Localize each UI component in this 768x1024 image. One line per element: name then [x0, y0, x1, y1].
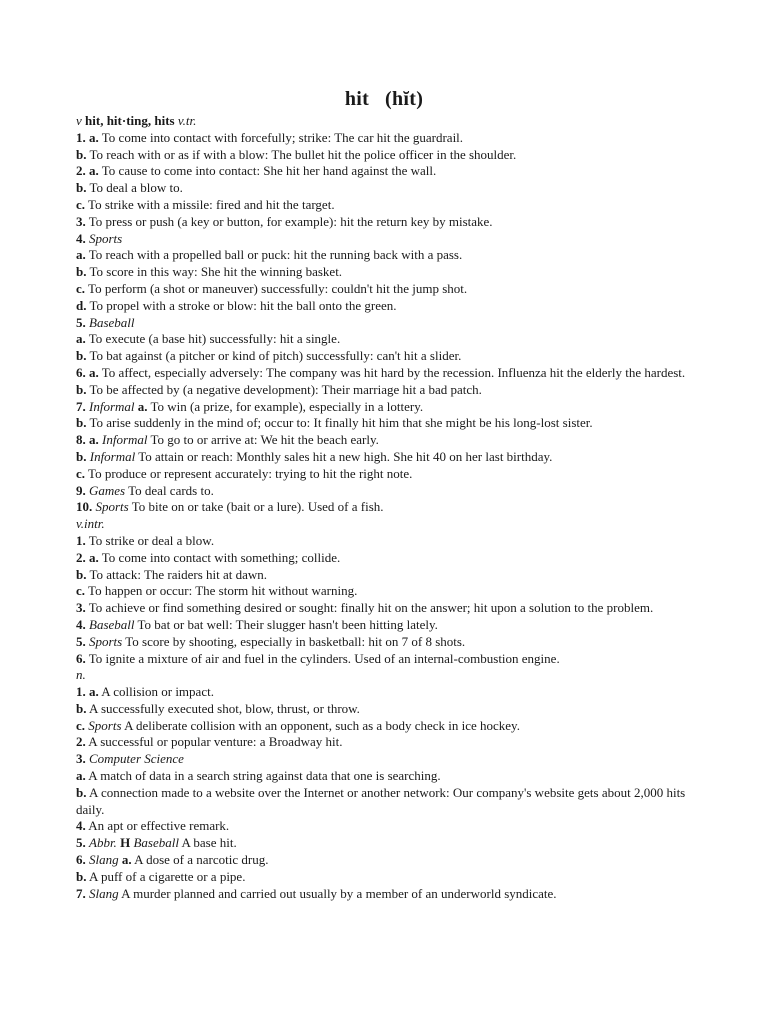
sense-number: a.	[76, 768, 86, 784]
definition-line	[76, 483, 690, 500]
usage-label: Sports	[89, 230, 123, 246]
definition-line	[76, 684, 690, 701]
definition-line	[76, 751, 690, 768]
definition-text: To reach with a propelled ball or puck: hit the running back with a pass.	[88, 247, 463, 263]
sense-number: 3.	[76, 213, 86, 229]
definition-line	[76, 533, 690, 550]
subsense-letter: a.	[137, 398, 148, 414]
sense-number: 8.	[76, 432, 86, 448]
definition-line	[76, 348, 690, 365]
definition-line	[76, 298, 690, 315]
sense-number: 9.	[76, 482, 86, 498]
definition-text: To score in this way: She hit the winning basket.	[89, 264, 343, 280]
definition-line	[76, 147, 690, 164]
sense-number: d.	[76, 297, 87, 313]
headword-title	[0, 88, 768, 111]
sense-number: c.	[76, 717, 86, 733]
usage-label: Games	[89, 482, 126, 498]
definition-text: A deliberate collision with an opponent, such as a body check in ice hockey.	[124, 717, 520, 733]
sense-number: 5.	[76, 633, 86, 649]
definition-text: To strike or deal a blow.	[88, 532, 215, 548]
definition-line	[76, 667, 690, 684]
definition-text: To bat against (a pitcher or kind of pitch) successfully: can't hit a slider.	[89, 348, 462, 364]
sense-number: b.	[76, 784, 87, 800]
definition-line	[76, 264, 690, 281]
definition-text: To bite on or take (bait or a lure). Used of a fish.	[131, 499, 384, 515]
sense-number: 2.	[76, 549, 86, 565]
sense-number: 5.	[76, 314, 86, 330]
definition-text: To happen or occur: The storm hit without warning.	[88, 583, 358, 599]
definition-line	[76, 835, 690, 852]
definition-line	[76, 617, 690, 634]
sense-number: 10.	[76, 499, 93, 515]
usage-label: v	[76, 113, 82, 128]
sense-number: b.	[76, 348, 87, 364]
definition-text: To be affected by (a negative development): Their marriage hit a bad patch.	[89, 381, 482, 397]
definition-line	[76, 331, 690, 348]
sense-number: c.	[76, 583, 86, 599]
sense-number: 4.	[76, 230, 86, 246]
definition-text: To produce or represent accurately: trying to hit the right note.	[88, 465, 413, 481]
definition-text: To deal a blow to.	[89, 180, 183, 196]
definition-line	[76, 214, 690, 231]
sense-number: 6.	[76, 650, 86, 666]
definition-text: To go to or arrive at: We hit the beach early.	[150, 432, 379, 448]
definition-text: To affect, especially adversely: The company was hit hard by the recession. Influenza hit the elderly the hardest.	[101, 364, 686, 380]
definition-line	[76, 550, 690, 567]
usage-label: Baseball	[133, 835, 179, 851]
usage-label: Baseball	[89, 314, 135, 330]
definition-line	[76, 785, 690, 819]
usage-label: Slang	[89, 885, 119, 901]
definition-text: A puff of a cigarette or a pipe.	[89, 868, 246, 884]
sense-number: b.	[76, 868, 87, 884]
sense-number: b.	[76, 381, 87, 397]
definition-text: To reach with or as if with a blow: The bullet hit the police officer in the shoulder.	[89, 146, 517, 162]
definition-line	[76, 734, 690, 751]
definition-text: A successful or popular venture: a Broadway hit.	[88, 734, 343, 750]
usage-label: Abbr.	[89, 835, 117, 851]
sense-number: 4.	[76, 616, 86, 632]
sense-number: c.	[76, 280, 86, 296]
sense-number: 6.	[76, 364, 86, 380]
definition-text: To attain or reach: Monthly sales hit a new high. She hit 40 on her last birthday.	[138, 448, 553, 464]
subsense-letter: a.	[89, 364, 99, 380]
subsense-letter: a.	[89, 684, 99, 700]
subsense-letter: a.	[89, 549, 99, 565]
sense-number: 5.	[76, 835, 86, 851]
definition-line	[76, 818, 690, 835]
part-of-speech: v.tr.	[177, 113, 197, 128]
headword: hit	[344, 88, 370, 110]
definition-line	[76, 852, 690, 869]
sense-number: 2.	[76, 163, 86, 179]
definition-text: To strike with a missile: fired and hit the target.	[88, 196, 335, 212]
sense-number: b.	[76, 566, 87, 582]
definition-line	[76, 499, 690, 516]
definition-line	[76, 180, 690, 197]
usage-label: Informal	[102, 432, 148, 448]
definition-text: A murder planned and carried out usually by a member of an underworld syndicate.	[121, 885, 557, 901]
sense-number: 1.	[76, 129, 86, 145]
definition-line	[76, 886, 690, 903]
definition-line	[76, 466, 690, 483]
usage-label: v.intr.	[76, 516, 105, 532]
sense-number: 6.	[76, 852, 86, 868]
sense-number: b.	[76, 264, 87, 280]
subsense-letter: a.	[89, 163, 99, 179]
usage-label: Sports	[88, 717, 122, 733]
definition-line	[76, 600, 690, 617]
definition-text: A collision or impact.	[101, 684, 214, 700]
definition-line	[76, 567, 690, 584]
definition-line	[76, 583, 690, 600]
definition-line	[76, 516, 690, 533]
definition-line	[76, 113, 690, 130]
definition-line	[76, 399, 690, 416]
definition-line	[76, 415, 690, 432]
definition-line	[76, 869, 690, 886]
subsense-letter: a.	[121, 852, 132, 868]
definition-line	[76, 197, 690, 214]
sense-number: 3.	[76, 600, 86, 616]
definition-list	[76, 113, 690, 902]
definition-text: To arise suddenly in the mind of; occur to: It finally hit him that she might be his long-lost sister.	[89, 415, 593, 431]
usage-label: Informal	[89, 398, 135, 414]
definition-line	[76, 382, 690, 399]
definition-text: To deal cards to.	[128, 482, 214, 498]
definition-text: An apt or effective remark.	[88, 818, 230, 834]
definition-text: To bat or bat well: Their slugger hasn't been hitting lately.	[137, 616, 438, 632]
definition-line	[76, 315, 690, 332]
definition-line	[76, 231, 690, 248]
definition-text: A match of data in a search string against data that one is searching.	[88, 768, 441, 784]
definition-text: To perform (a shot or maneuver) successfully: couldn't hit the jump shot.	[88, 280, 468, 296]
definition-text: To attack: The raiders hit at dawn.	[89, 566, 268, 582]
sense-number: b.	[76, 146, 87, 162]
sense-number: a.	[76, 247, 86, 263]
usage-label: n.	[76, 667, 86, 683]
usage-label: Informal	[89, 448, 136, 464]
definition-text: To ignite a mixture of air and fuel in the cylinders. Used of an internal-combustion engine.	[88, 650, 560, 666]
sense-number: 7.	[76, 398, 86, 414]
definition-line	[76, 163, 690, 180]
definition-line	[76, 130, 690, 147]
definition-line	[76, 768, 690, 785]
sense-number: c.	[76, 465, 86, 481]
definition-text: To score by shooting, especially in basketball: hit on 7 of 8 shots.	[125, 633, 466, 649]
definition-text: A base hit.	[181, 835, 237, 851]
definition-line	[76, 281, 690, 298]
sense-number: 2.	[76, 734, 86, 750]
subsense-letter: a.	[89, 129, 99, 145]
sense-number: 1.	[76, 684, 86, 700]
usage-label: Sports	[89, 633, 123, 649]
definition-text: To win (a prize, for example), especially in a lottery.	[150, 398, 424, 414]
definition-line	[76, 365, 690, 382]
sense-number: 4.	[76, 818, 86, 834]
definition-line	[76, 247, 690, 264]
definition-text: To execute (a base hit) successfully: hit a single.	[88, 331, 341, 347]
sense-number: b.	[76, 700, 87, 716]
definition-text: To achieve or find something desired or sought: finally hit on the answer; hit upon a solution to the problem.	[88, 600, 654, 616]
sense-number: a.	[76, 331, 86, 347]
abbreviation: H	[120, 835, 131, 851]
definition-text: To come into contact with something; collide.	[101, 549, 341, 565]
usage-label: Slang	[89, 852, 119, 868]
pronunciation: (hĭt)	[385, 88, 424, 110]
sense-number: c.	[76, 196, 86, 212]
definition-text: To come into contact with forcefully; strike: The car hit the guardrail.	[101, 129, 464, 145]
inflections: hit, hit·ting, hits	[85, 113, 175, 128]
definition-line	[76, 432, 690, 449]
definition-text: To cause to come into contact: She hit her hand against the wall.	[101, 163, 437, 179]
sense-number: b.	[76, 415, 87, 431]
definition-text: To press or push (a key or button, for example): hit the return key by mistake.	[88, 213, 493, 229]
definition-line	[76, 701, 690, 718]
definition-text: A successfully executed shot, blow, thrust, or throw.	[89, 700, 360, 716]
sense-number: 1.	[76, 532, 86, 548]
definition-text: A dose of a narcotic drug.	[134, 852, 269, 868]
usage-label: Sports	[95, 499, 129, 515]
definition-text: To propel with a stroke or blow: hit the ball onto the green.	[89, 297, 397, 313]
definition-line	[76, 651, 690, 668]
sense-number: b.	[76, 448, 87, 464]
sense-number: b.	[76, 180, 87, 196]
usage-label: Computer Science	[89, 751, 184, 767]
definition-text: A connection made to a website over the Internet or another network: Our company's website gets about 2,000 hits daily.	[76, 784, 686, 817]
sense-number: 7.	[76, 885, 86, 901]
definition-line	[76, 634, 690, 651]
subsense-letter: a.	[89, 432, 99, 448]
definition-line	[76, 449, 690, 466]
definition-line	[76, 718, 690, 735]
usage-label: Baseball	[89, 616, 135, 632]
sense-number: 3.	[76, 751, 86, 767]
